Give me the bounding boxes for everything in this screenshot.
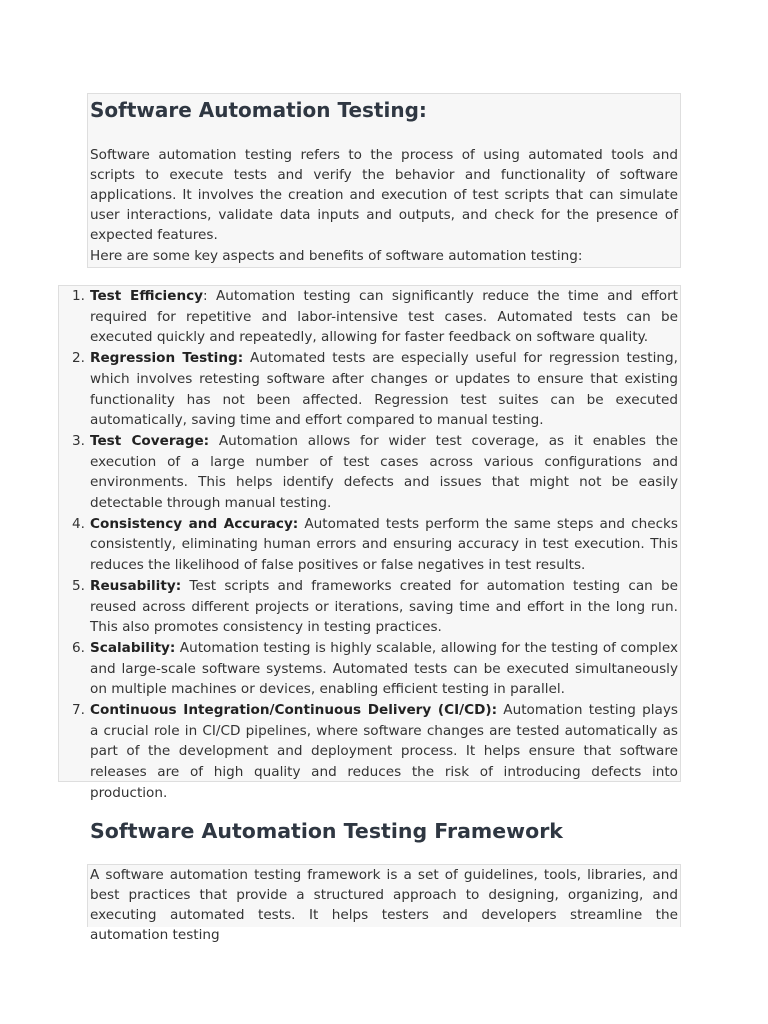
list-text: Automation testing plays a crucial role in CI/CD pipelines, where software changes are tested automatically as part of the development and deployment process. It helps ensure that software releases are of high quality and reduces the risk of introducing defects into production. xyxy=(90,702,678,801)
list-text: : Automation testing can significantly reduce the time and effort required for repetitive and labor-intensive test cases. Automated tests can be executed quickly and repeatedly, allowing for faster feedback on software quality. xyxy=(90,288,678,346)
list-number: 7. xyxy=(72,702,85,719)
lead-paragraph: Here are some key aspects and benefits of software automation testing: xyxy=(90,248,583,264)
list-number: 3. xyxy=(72,432,85,449)
list-text: Automated tests are especially useful for regression testing, which involves retesting software after changes or updates to ensure that existing functionality has not been affected. Regression test suites can be executed automatically, saving time and effort compared to manual testing. xyxy=(90,350,678,429)
framework-paragraph: A software automation testing framework is a set of guidelines, tools, libraries, and best practices that provide a structured approach to designing, organizing, and executing automated tests. It helps testers and developers streamline the automation testing xyxy=(90,867,678,943)
list-item xyxy=(72,700,678,804)
list-term: Test Coverage: xyxy=(90,432,210,449)
list-text: Automated tests perform the same steps and checks consistently, eliminating human errors and ensuring accuracy in test execution. This reduces the likelihood of false positives or false negatives in test results. xyxy=(90,515,678,574)
section-heading: Software Automation Testing Framework xyxy=(90,819,563,843)
list-term: Consistency and Accuracy: xyxy=(90,515,299,532)
list-number: 1. xyxy=(72,288,85,304)
list-text: Automation allows for wider test coverage, as it enables the execution of a large number of test cases across various configurations and environments. This helps identify defects and issues that might not be easily detectable through manual testing. xyxy=(90,432,678,512)
list-number: 5. xyxy=(72,577,85,594)
list-text: Automation testing is highly scalable, allowing for the testing of complex and large-scale software systems. Automated tests can be executed simultaneously on multiple machines or devices, enabling efficient testing in parallel. xyxy=(90,639,678,698)
list-number: 6. xyxy=(72,639,85,656)
list-item xyxy=(72,514,678,576)
list-number: 2. xyxy=(72,350,85,367)
list-item xyxy=(72,431,678,514)
list-term: Continuous Integration/Continuous Delivery (CI/CD): xyxy=(90,702,498,719)
list-term: Regression Testing: xyxy=(90,350,244,367)
list-term: Test Efficiency xyxy=(90,288,204,304)
list-term: Reusability: xyxy=(90,577,182,594)
list-text: Test scripts and frameworks created for automation testing can be reused across different projects or iterations, saving time and effort in the long run. This also promotes consistency in testing practices. xyxy=(90,577,678,636)
list-term: Scalability: xyxy=(90,639,176,656)
list-item xyxy=(72,576,678,638)
list-item xyxy=(72,286,678,348)
intro-paragraph: Software automation testing refers to the process of using automated tools and scripts to execute tests and verify the behavior and functionality of software applications. It involves the creation and execution of test scripts that can simulate user interactions, validate data inputs and outputs, and check for the presence of expected features. xyxy=(90,147,678,243)
benefits-list xyxy=(72,286,678,804)
page-title: Software Automation Testing: xyxy=(90,98,427,122)
list-item xyxy=(72,638,678,700)
list-item xyxy=(72,348,678,431)
list-number: 4. xyxy=(72,515,85,532)
